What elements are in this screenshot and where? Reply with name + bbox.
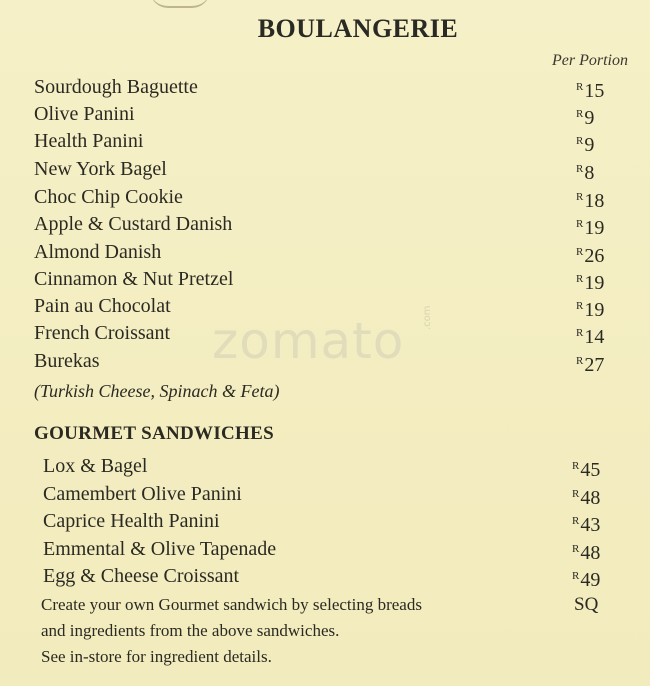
item-price: $^R$19 bbox=[576, 217, 605, 239]
watermark-suffix: .com bbox=[422, 305, 433, 330]
item-name: New York Bagel bbox=[34, 158, 167, 180]
item-name: French Croissant bbox=[34, 322, 171, 344]
menu-item bbox=[0, 563, 650, 590]
item-price: $^R$43 bbox=[572, 514, 601, 536]
decorative-flourish bbox=[150, 0, 210, 8]
menu-item bbox=[0, 481, 650, 508]
item-price: $^R$19 bbox=[576, 272, 605, 294]
menu-item bbox=[0, 536, 650, 563]
per-portion-label: Per Portion bbox=[552, 52, 628, 69]
item-name: Almond Danish bbox=[34, 241, 162, 263]
item-name: Camembert Olive Panini bbox=[43, 483, 242, 505]
watermark-logo: zomato bbox=[212, 312, 405, 370]
menu-item bbox=[0, 156, 650, 183]
item-name: Lox & Bagel bbox=[43, 455, 148, 477]
menu-item bbox=[0, 128, 650, 155]
item-name: Apple & Custard Danish bbox=[34, 213, 233, 235]
item-price: $^R$27 bbox=[576, 354, 605, 376]
menu-item bbox=[0, 74, 650, 101]
menu-item bbox=[0, 101, 650, 128]
item-name: Cinnamon & Nut Pretzel bbox=[34, 268, 234, 290]
item-price: $^R$15 bbox=[576, 80, 605, 102]
item-price: $^R$48 bbox=[572, 487, 601, 509]
item-name: Olive Panini bbox=[34, 103, 135, 125]
item-name: Emmental & Olive Tapenade bbox=[43, 538, 277, 560]
menu-item bbox=[0, 211, 650, 238]
section-heading-sandwiches: GOURMET SANDWICHES bbox=[34, 423, 274, 444]
menu-title: BOULANGERIE bbox=[257, 14, 459, 43]
item-price: $^R$8 bbox=[576, 162, 595, 184]
item-price: $^R$9 bbox=[576, 107, 595, 129]
menu-item bbox=[0, 184, 650, 211]
custom-sandwich-price: SQ bbox=[574, 594, 599, 615]
item-name: Caprice Health Panini bbox=[43, 510, 220, 532]
item-name: Pain au Chocolat bbox=[34, 295, 171, 317]
item-price: $^R$26 bbox=[576, 245, 605, 267]
item-name: Burekas bbox=[34, 350, 100, 372]
burekas-note: (Turkish Cheese, Spinach & Feta) bbox=[34, 381, 280, 401]
item-price: $^R$45 bbox=[572, 459, 601, 481]
item-name: Sourdough Baguette bbox=[34, 76, 198, 98]
custom-sandwich-line: Create your own Gourmet sandwich by selecting breads bbox=[41, 595, 422, 614]
menu-item bbox=[0, 453, 650, 480]
item-price: $^R$9 bbox=[576, 134, 595, 156]
menu-item bbox=[0, 266, 650, 293]
item-name: Choc Chip Cookie bbox=[34, 186, 183, 208]
custom-sandwich-line: See in-store for ingredient details. bbox=[41, 647, 272, 666]
menu-item bbox=[0, 239, 650, 266]
item-price: $^R$14 bbox=[576, 326, 605, 348]
menu-item bbox=[0, 508, 650, 535]
item-name: Health Panini bbox=[34, 130, 144, 152]
item-name: Egg & Cheese Croissant bbox=[43, 565, 240, 587]
item-price: $^R$48 bbox=[572, 542, 601, 564]
item-price: $^R$49 bbox=[572, 569, 601, 591]
custom-sandwich-line: and ingredients from the above sandwiches. bbox=[41, 621, 340, 640]
item-price: $^R$19 bbox=[576, 299, 605, 321]
item-price: $^R$18 bbox=[576, 190, 605, 212]
